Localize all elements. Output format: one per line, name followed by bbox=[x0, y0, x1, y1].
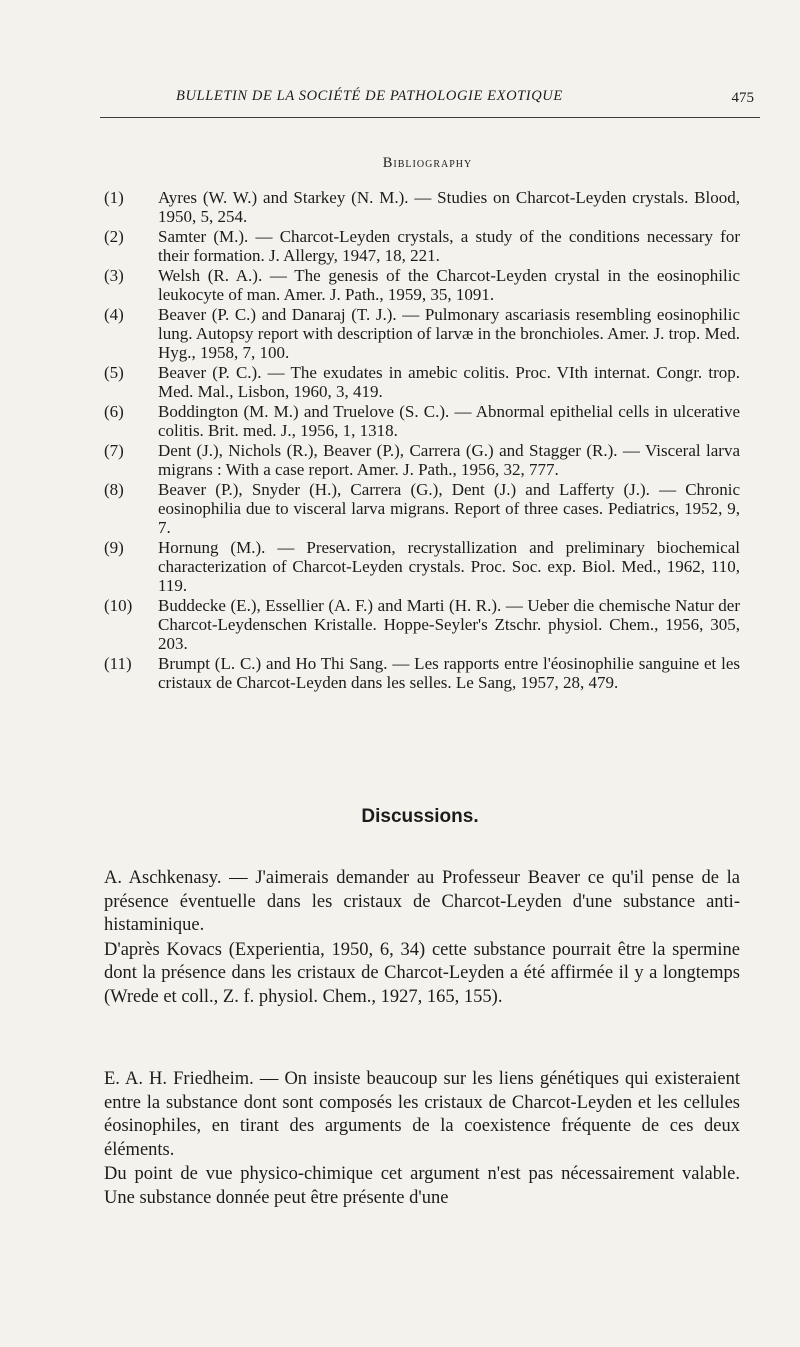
reference-text: Welsh (R. A.). — The genesis of the Charcot-Leyden crystal in the eosinophilic leukocyte of man. Amer. J. Path., 1959, 35, 1091. bbox=[158, 265, 740, 305]
reference-number: (5) bbox=[104, 362, 124, 382]
reference-item bbox=[104, 480, 740, 538]
reference-text: Buddecke (E.), Essellier (A. F.) and Marti (H. R.). — Ueber die chemische Natur der Charcot-Leydenschen Kristalle. Hoppe-Seyler's Ztschr. physiol. Chem., 1956, 305, 203. bbox=[158, 595, 740, 654]
running-header bbox=[100, 88, 760, 112]
discussion-paragraph: D'après Kovacs (Experientia, 1950, 6, 34) cette substance pourrait être la spermine dont la présence dans les cristaux de Charcot-Leyden a été affirmée il y a longtemps (Wrede et coll., Z. f. physiol. Chem., 1927, 165, 155). bbox=[104, 939, 740, 1007]
bibliography-heading: Bibliography bbox=[382, 155, 473, 171]
reference-number: (9) bbox=[104, 537, 124, 557]
reference-number: (4) bbox=[104, 304, 124, 324]
reference-number: (8) bbox=[104, 479, 124, 499]
header-rule bbox=[100, 117, 760, 118]
reference-item bbox=[104, 596, 740, 654]
reference-item bbox=[104, 305, 740, 363]
reference-text: Hornung (M.). — Preservation, recrystallization and preliminary biochemical characterization of Charcot-Leyden crystals. Proc. Soc. exp. Biol. Med., 1962, 110, 119. bbox=[158, 537, 740, 596]
reference-item bbox=[104, 654, 740, 692]
reference-text: Boddington (M. M.) and Truelove (S. C.). — Abnormal epithelial cells in ulcerative colitis. Brit. med. J., 1956, 1, 1318. bbox=[158, 401, 740, 440]
reference-text: Brumpt (L. C.) and Ho Thi Sang. — Les rapports entre l'éosinophilie sanguine et les cristaux de Charcot-Leyden dans les selles. Le Sang, 1957, 28, 479. bbox=[158, 653, 740, 693]
reference-number: (7) bbox=[104, 440, 124, 460]
reference-text: Beaver (P. C.). — The exudates in amebic colitis. Proc. VIth internat. Congr. trop. Med. Mal., Lisbon, 1960, 3, 419. bbox=[158, 362, 740, 402]
reference-item bbox=[104, 266, 740, 304]
reference-number: (1) bbox=[104, 188, 124, 207]
reference-number: (2) bbox=[104, 226, 124, 246]
reference-number: (10) bbox=[104, 595, 133, 615]
discussion-paragraph: A. Aschkenasy. — J'aimerais demander au Professeur Beaver ce qu'il pense de la présence éventuelle dans les cristaux de Charcot-Leyden d'une substance anti-histaminique. bbox=[104, 868, 740, 935]
reference-list bbox=[104, 188, 740, 693]
discussions-heading: Discussions. bbox=[361, 806, 479, 827]
page-number: 475 bbox=[731, 90, 754, 106]
reference-item bbox=[104, 441, 740, 479]
discussion-paragraph: Du point de vue physico-chimique cet argument n'est pas nécessairement valable. Une substance donnée peut être présente d'une bbox=[104, 1164, 740, 1208]
reference-text: Beaver (P. C.) and Danaraj (T. J.). — Pulmonary ascariasis resembling eosinophilic lung. Autopsy report with description of larvæ in the bronchioles. Amer. J. trop. Med. Hyg., 1958, 7, 100. bbox=[158, 304, 740, 363]
reference-item bbox=[104, 363, 740, 401]
discussion-block-aschkenasy bbox=[104, 867, 740, 1009]
reference-text: Ayres (W. W.) and Starkey (N. M.). — Studies on Charcot-Leyden crystals. Blood, 1950, 5, 254. bbox=[158, 188, 740, 227]
reference-item bbox=[104, 538, 740, 596]
reference-number: (3) bbox=[104, 265, 124, 285]
discussion-paragraph: E. A. H. Friedheim. — On insiste beaucoup sur les liens génétiques qui existeraient entre la substance dont sont composés les cristaux de Charcot-Leyden et les cellules éosinophiles, en tirant des arguments de la coexistence fréquente de ces deux éléments. bbox=[104, 1069, 740, 1160]
discussion-block-friedheim bbox=[104, 1068, 740, 1210]
reference-number: (6) bbox=[104, 401, 124, 421]
reference-text: Samter (M.). — Charcot-Leyden crystals, a study of the conditions necessary for their formation. J. Allergy, 1947, 18, 221. bbox=[158, 226, 740, 266]
running-title: BULLETIN DE LA SOCIÉTÉ DE PATHOLOGIE EXOTIQUE bbox=[176, 88, 563, 104]
reference-item bbox=[104, 227, 740, 265]
reference-text: Beaver (P.), Snyder (H.), Carrera (G.), Dent (J.) and Lafferty (J.). — Chronic eosinophilia due to visceral larva migrans. Report of three cases. Pediatrics, 1952, 9, 7. bbox=[158, 479, 740, 537]
reference-item bbox=[104, 402, 740, 440]
reference-number: (11) bbox=[104, 653, 132, 673]
reference-item bbox=[104, 188, 740, 226]
reference-text: Dent (J.), Nichols (R.), Beaver (P.), Carrera (G.) and Stagger (R.). — Visceral larva migrans : With a case report. Amer. J. Path., 1956, 32, 777. bbox=[158, 440, 740, 479]
